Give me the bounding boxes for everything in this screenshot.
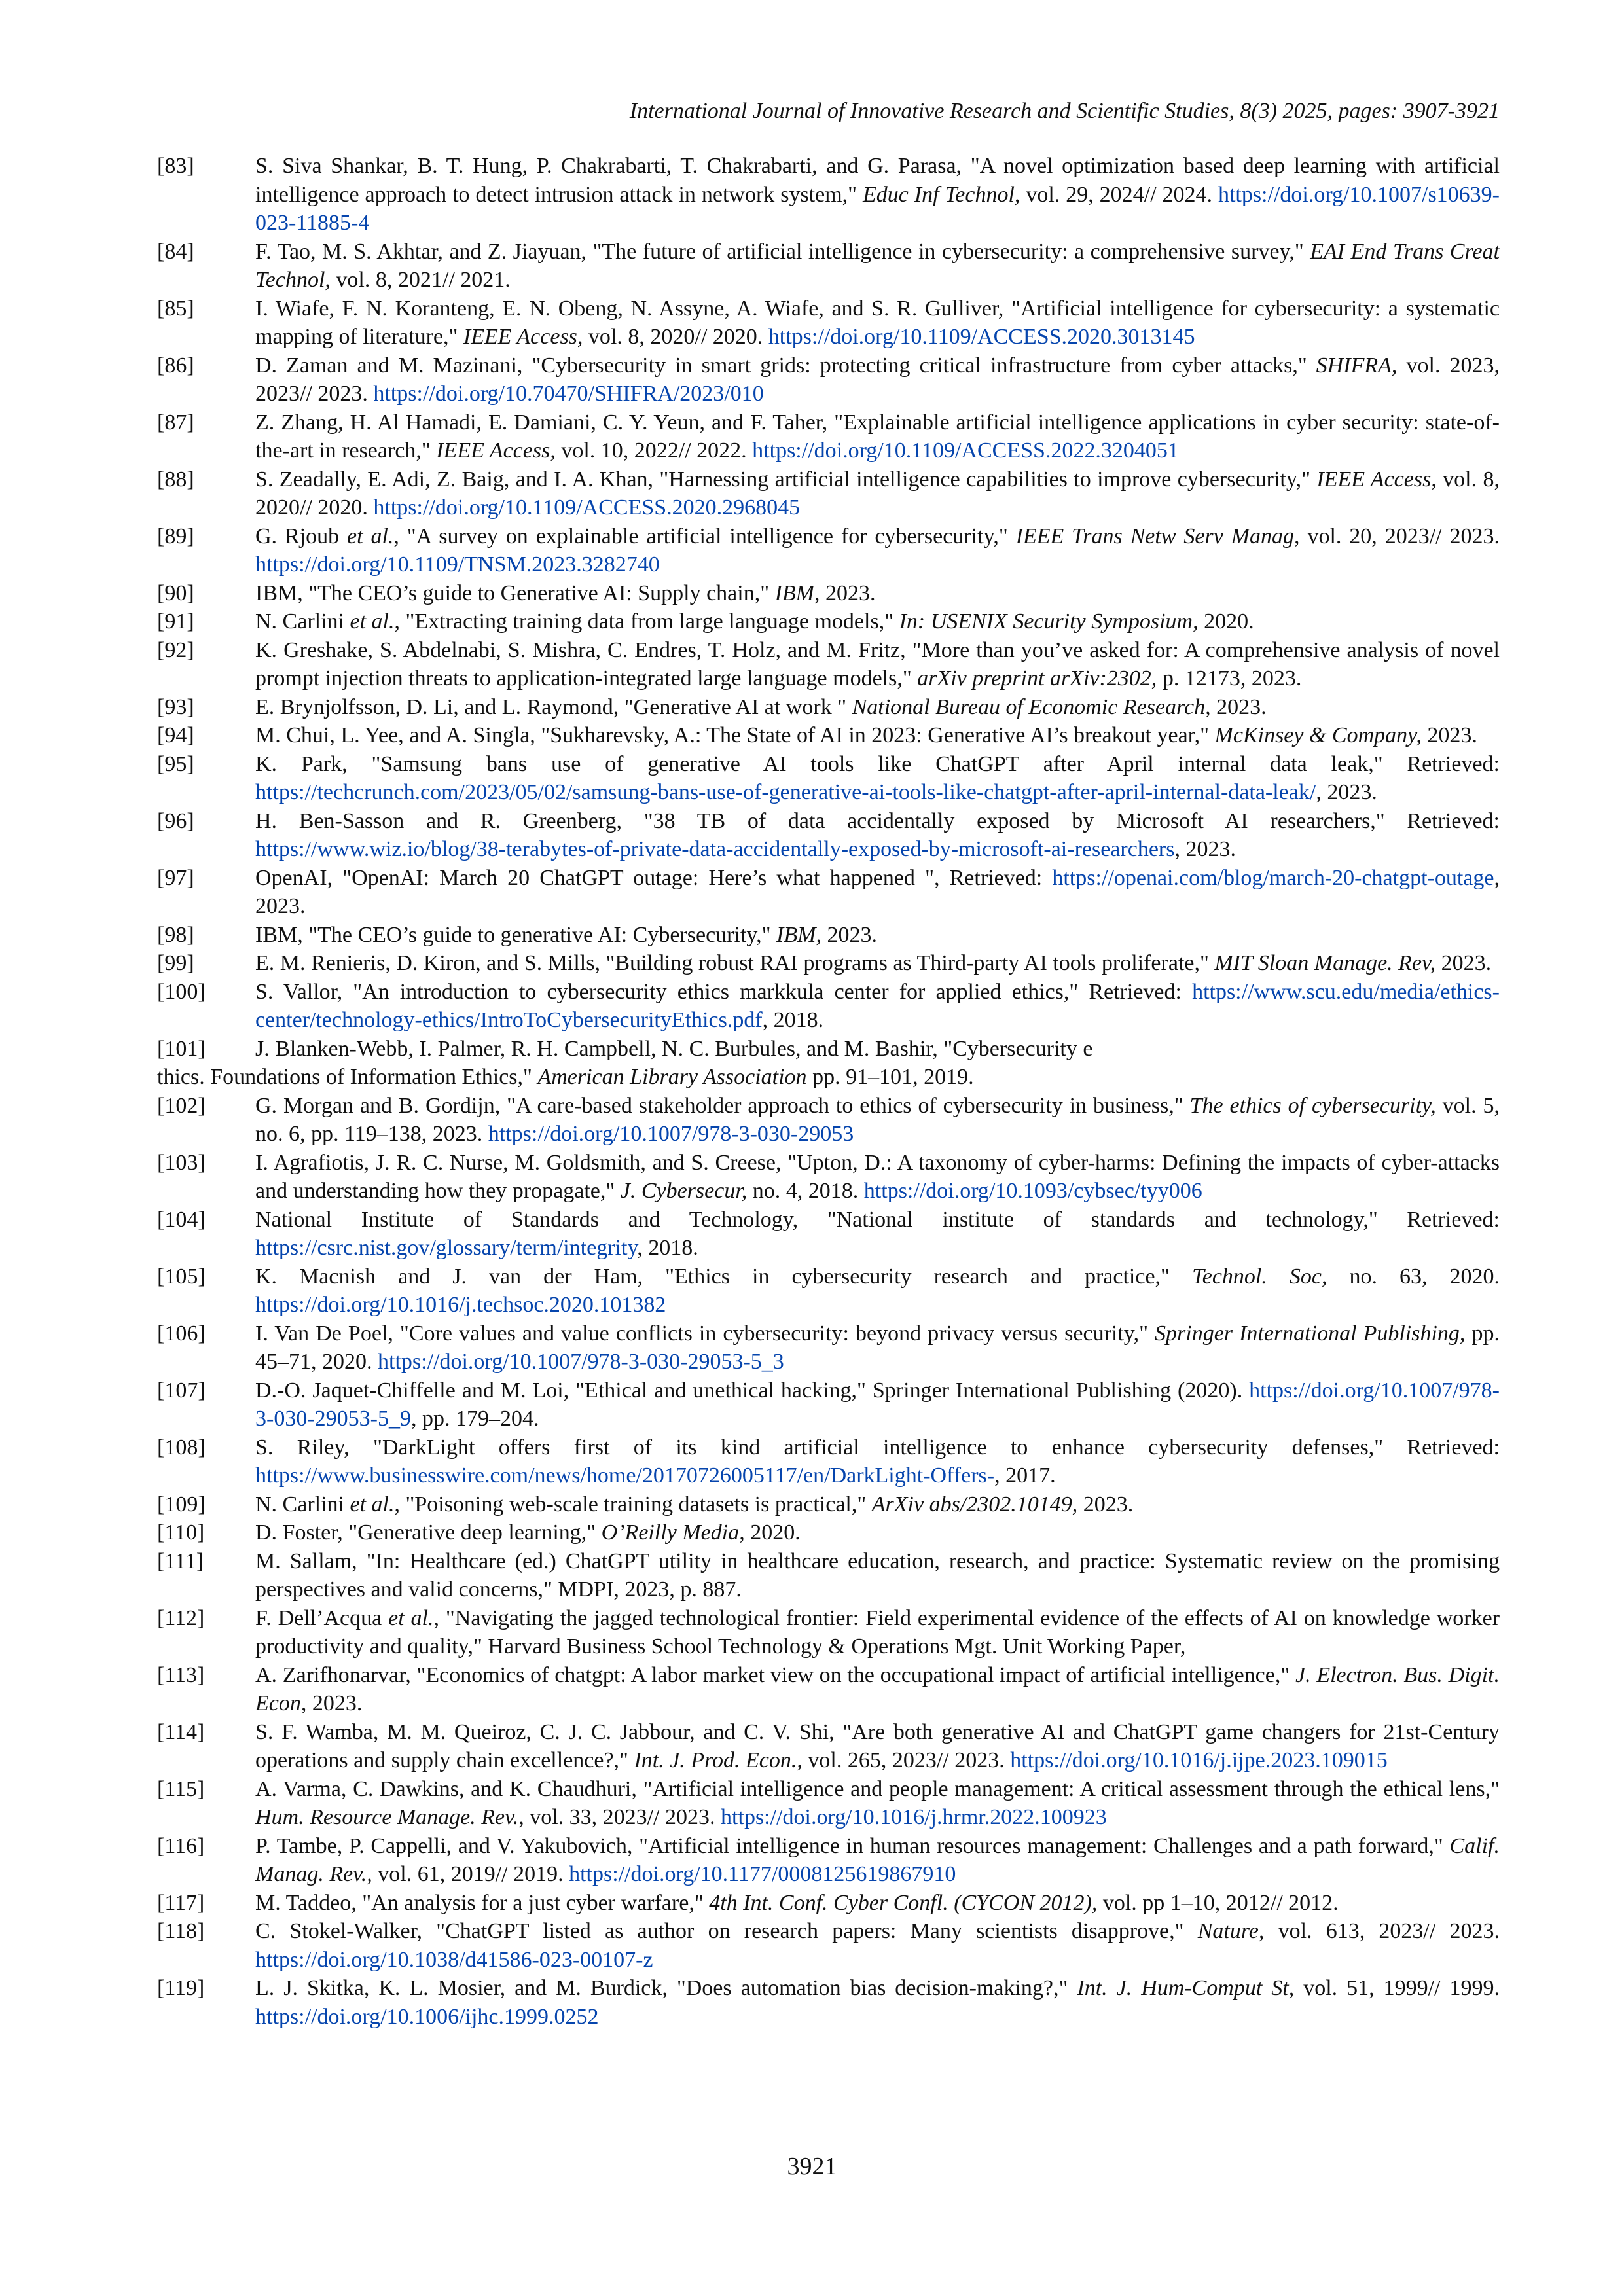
reference-text [255, 1718, 1500, 1775]
ref-italic: 4th Int. Conf. Cyber Confl. (CYCON 2012), [709, 1890, 1098, 1915]
reference-item [157, 465, 1500, 522]
ref-italic: In: USENIX Security Symposium, [899, 609, 1199, 634]
reference-item [157, 1149, 1500, 1206]
ref-link[interactable]: https://doi.org/10.1109/ACCESS.2022.3204051 [752, 439, 1179, 463]
reference-number: [102] [157, 1093, 206, 1118]
ref-text: National Institute of Standards and Technology, "National institute of standards and technology," Retrieved: [255, 1207, 1500, 1232]
reference-text [255, 750, 1500, 807]
ref-text: 2023. [306, 1691, 363, 1715]
ref-link[interactable]: https://doi.org/10.1109/ACCESS.2020.3013145 [768, 325, 1195, 349]
ref-link[interactable]: https://doi.org/10.1109/ACCESS.2020.2968045 [373, 495, 801, 520]
ref-text: S. Zeadally, E. Adi, Z. Baig, and I. A. Khan, "Harnessing artificial intelligence capabilities to improve cybersecurity," [255, 467, 1317, 492]
ref-text: 2023. [1077, 1492, 1134, 1516]
ref-text: A. Zarifhonarvar, "Economics of chatgpt: A labor market view on the occupational impact of artificial intelligence," [255, 1662, 1295, 1687]
reference-number: [91] [157, 609, 194, 634]
reference-item [157, 636, 1500, 693]
reference-item [157, 1319, 1500, 1376]
ref-link[interactable]: https://doi.org/10.1093/cybsec/tyy006 [863, 1179, 1202, 1203]
reference-item [157, 1518, 1500, 1547]
ref-link[interactable]: https://www.businesswire.com/news/home/20170726005117/en/DarkLight-Offers- [255, 1463, 995, 1488]
ref-text: vol. 8, 2020// 2020. [255, 467, 1500, 520]
ref-italic: IBM, [774, 581, 820, 605]
ref-text: 2023. [1435, 951, 1492, 975]
ref-text: I. Wiafe, F. N. Koranteng, E. N. Obeng, N. Assyne, A. Wiafe, and S. R. Gulliver, "Artificial intelligence for cybersecurity: a systematic mapping of literature," [255, 296, 1500, 349]
ref-link[interactable]: https://doi.org/10.1007/978-3-030-29053-5_3 [378, 1350, 784, 1374]
reference-number: [104] [157, 1207, 206, 1232]
reference-number: [101] [157, 1036, 206, 1061]
reference-text [255, 1319, 1500, 1376]
ref-text: no. 4, 2018. [747, 1179, 864, 1203]
reference-number: [99] [157, 951, 194, 975]
ref-italic: McKinsey & Company, [1214, 723, 1422, 747]
ref-text: A. Varma, C. Dawkins, and K. Chaudhuri, "Artificial intelligence and people management: A critical assessment through the ethical lens," [255, 1776, 1500, 1801]
ref-italic: ArXiv abs/2302.10149, [871, 1492, 1078, 1516]
ref-text: F. Dell’Acqua [255, 1605, 389, 1630]
reference-number: [108] [157, 1435, 206, 1460]
ref-link[interactable]: https://doi.org/10.1007/s10639-023-11885-4 [255, 182, 1500, 235]
ref-text: D.-O. Jaquet-Chiffelle and M. Loi, "Ethical and unethical hacking," Springer International Publishing (2020). [255, 1378, 1250, 1403]
reference-number: [107] [157, 1378, 206, 1403]
ref-text: 2020. [744, 1520, 801, 1545]
ref-text: S. Siva Shankar, B. T. Hung, P. Chakrabarti, T. Chakrabarti, and G. Parasa, "A novel optimization based deep learning with artificial intelligence approach to detect intrusion attack in network system," [255, 154, 1500, 207]
reference-item [157, 807, 1500, 864]
ref-text: , "Navigating the jagged technological frontier: Field experimental evidence of the effects of AI on knowledge worker productivity and quality," Harvard Business School Technology & Operations Mgt. Unit Working Paper, [255, 1605, 1500, 1659]
ref-text: 2023. [1210, 694, 1267, 719]
reference-item [157, 238, 1500, 295]
ref-italic: Technol. Soc, [1191, 1264, 1327, 1289]
reference-item [157, 721, 1500, 750]
ref-text: , 2018. [762, 1008, 824, 1032]
ref-text: , pp. 179–204. [410, 1407, 539, 1431]
ref-text: , "A survey on explainable artificial intelligence for cybersecurity," [393, 524, 1016, 548]
reference-number: [92] [157, 637, 194, 662]
running-header: International Journal of Innovative Research and Scientific Studies, 8(3) 2025, pages: 3907-3921 [629, 99, 1500, 123]
ref-text: L. J. Skitka, K. L. Mosier, and M. Burdick, "Does automation bias decision-making?," [255, 1976, 1077, 2000]
ref-text: , 2017. [994, 1463, 1056, 1488]
reference-text [255, 1832, 1500, 1889]
reference-item [157, 1974, 1500, 2031]
ref-italic: J. Cybersecur, [620, 1179, 748, 1203]
reference-text [255, 1547, 1500, 1604]
reference-text [255, 1775, 1500, 1832]
ref-link[interactable]: https://doi.org/10.1177/0008125619867910 [569, 1862, 956, 1886]
reference-item [157, 1718, 1500, 1775]
ref-text: P. Tambe, P. Cappelli, and V. Yakubovich, "Artificial intelligence in human resources management: Challenges and a path forward," [255, 1833, 1450, 1858]
ref-italic: et al. [388, 1605, 434, 1630]
ref-italic: et al. [350, 609, 395, 634]
reference-text [255, 408, 1500, 465]
ref-text: S. Vallor, "An introduction to cybersecurity ethics markkula center for applied ethics," Retrieved: [255, 979, 1193, 1004]
reference-item [157, 1604, 1500, 1661]
reference-number: [93] [157, 694, 194, 719]
ref-link[interactable]: https://doi.org/10.1007/978-3-030-29053 [488, 1122, 854, 1146]
ref-italic: Nature, [1197, 1919, 1265, 1943]
reference-number: [87] [157, 410, 194, 435]
ref-text: K. Park, "Samsung bans use of generative AI tools like ChatGPT after April internal data leak," Retrieved: [255, 751, 1500, 776]
reference-item [157, 949, 1500, 978]
ref-italic: MIT Sloan Manage. Rev, [1214, 951, 1436, 975]
ref-text: D. Foster, "Generative deep learning," [255, 1520, 602, 1545]
ref-italic: IEEE Access, [1316, 467, 1437, 492]
ref-italic: et al. [347, 524, 394, 548]
ref-text: H. Ben-Sasson and R. Greenberg, "38 TB of data accidentally exposed by Microsoft AI researchers," Retrieved: [255, 808, 1500, 833]
ref-italic: Hum. Resource Manage. Rev., [255, 1805, 524, 1829]
reference-number: [96] [157, 808, 194, 833]
reference-text [255, 1433, 1500, 1490]
reference-number: [100] [157, 979, 206, 1004]
reference-item [157, 607, 1500, 636]
ref-text: vol. 8, 2021// 2021. [330, 268, 511, 292]
reference-number: [86] [157, 353, 194, 378]
ref-text: vol. pp 1–10, 2012// 2012. [1097, 1890, 1339, 1915]
reference-number: [95] [157, 751, 194, 776]
ref-text: I. Agrafiotis, J. R. C. Nurse, M. Goldsmith, and S. Creese, "Upton, D.: A taxonomy of cyber-harms: Defining the impacts of cyber-attacks and understanding how they propagate," [255, 1150, 1500, 1203]
reference-number: [118] [157, 1919, 205, 1943]
ref-text: M. Sallam, "In: Healthcare (ed.) ChatGPT utility in healthcare education, research, and practice: Systematic review on the promising perspectives and valid concerns," MDPI, 2023, p. 887. [255, 1549, 1500, 1602]
reference-text [255, 295, 1500, 351]
reference-text [255, 1263, 1500, 1319]
reference-item [157, 750, 1500, 807]
reference-item [157, 152, 1500, 238]
reference-item [157, 1661, 1500, 1718]
ref-text: D. Zaman and M. Mazinani, "Cybersecurity in smart grids: protecting critical infrastructure from cyber attacks," [255, 353, 1316, 378]
ref-text: , 2023. [255, 865, 1500, 918]
ref-italic: National Bureau of Economic Research, [852, 694, 1211, 719]
ref-link[interactable]: https://doi.org/10.70470/SHIFRA/2023/010 [373, 382, 764, 406]
reference-text [255, 1974, 1500, 2031]
reference-text [255, 1661, 1500, 1718]
reference-text [255, 1206, 1500, 1263]
reference-item [157, 351, 1500, 408]
ref-italic: The ethics of cybersecurity, [1189, 1093, 1436, 1118]
reference-number: [85] [157, 296, 194, 321]
ref-text: 2020. [1198, 609, 1254, 634]
ref-italic: SHIFRA, [1316, 353, 1398, 378]
reference-number: [119] [157, 1976, 205, 2000]
ref-text: IBM, "The CEO’s guide to Generative AI: Supply chain," [255, 581, 775, 605]
ref-italic: EAI End Trans Creat Technol, [255, 239, 1500, 292]
ref-text: , 2023. [1316, 780, 1377, 804]
reference-number: [112] [157, 1605, 205, 1630]
ref-link[interactable]: https://doi.org/10.1007/978-3-030-29053-5_9 [255, 1378, 1500, 1431]
reference-item [157, 1433, 1500, 1490]
ref-text: S. F. Wamba, M. M. Queiroz, C. J. C. Jabbour, and C. V. Shi, "Are both generative AI and ChatGPT game changers for 21st-Century operations and supply chain excellence?," [255, 1719, 1500, 1772]
ref-text: p. 12173, 2023. [1157, 666, 1302, 691]
ref-text: , "Extracting training data from large language models," [394, 609, 899, 634]
reference-item [157, 1035, 1500, 1064]
ref-text: , "Poisoning web-scale training datasets is practical," [394, 1492, 872, 1516]
ref-link[interactable]: https://doi.org/10.1038/d41586-023-00107-z [255, 1947, 653, 1972]
ref-text: vol. 51, 1999// 1999. [1294, 1976, 1500, 2000]
reference-number: [115] [157, 1776, 205, 1801]
reference-text [255, 522, 1500, 579]
reference-item [157, 408, 1500, 465]
reference-item [157, 1547, 1500, 1604]
ref-text: OpenAI, "OpenAI: March 20 ChatGPT outage: Here’s what happened ", Retrieved: [255, 865, 1053, 890]
ref-italic: Educ Inf Technol, [862, 182, 1020, 207]
reference-text [255, 1092, 1500, 1149]
reference-text [255, 949, 1500, 978]
reference-text [255, 1604, 1500, 1661]
reference-list [157, 152, 1500, 2031]
reference-text [255, 1490, 1500, 1519]
reference-number: [110] [157, 1520, 205, 1545]
reference-text [255, 1518, 1500, 1547]
ref-italic: Int. J. Hum-Comput St, [1077, 1976, 1295, 2000]
reference-item [157, 1889, 1500, 1918]
reference-item [157, 1206, 1500, 1263]
ref-italic: O’Reilly Media, [601, 1520, 745, 1545]
ref-text: N. Carlini [255, 1492, 350, 1516]
reference-text [255, 351, 1500, 408]
ref-text: I. Van De Poel, "Core values and value conflicts in cybersecurity: beyond privacy versus security," [255, 1321, 1155, 1346]
ref-text: 2023. [821, 922, 877, 947]
reference-number: [109] [157, 1492, 206, 1516]
ref-italic: et al. [350, 1492, 395, 1516]
ref-text: no. 63, 2020. [1327, 1264, 1500, 1289]
reference-number: [117] [157, 1890, 205, 1915]
ref-text: , 2018. [637, 1236, 698, 1260]
ref-text: J. Blanken-Webb, I. Palmer, R. H. Campbell, N. C. Burbules, and M. Bashir, "Cybersecurity e [255, 1036, 1093, 1061]
ref-link[interactable]: https://csrc.nist.gov/glossary/term/integrity [255, 1236, 638, 1260]
reference-text [255, 864, 1500, 921]
ref-text: thics. Foundations of Information Ethics," [157, 1065, 538, 1089]
ref-text: G. Morgan and B. Gordijn, "A care-based stakeholder approach to ethics of cybersecurity in business," [255, 1093, 1190, 1118]
reference-text [255, 721, 1500, 750]
reference-number: [90] [157, 581, 194, 605]
ref-text: G. Rjoub [255, 524, 347, 548]
reference-item [157, 1775, 1500, 1832]
reference-text [255, 1917, 1500, 1974]
ref-link[interactable]: https://doi.org/10.1016/j.hrmr.2022.100923 [721, 1805, 1107, 1829]
ref-text: vol. 8, 2020// 2020. [583, 325, 768, 349]
reference-item [157, 522, 1500, 579]
ref-italic: arXiv preprint arXiv:2302, [917, 666, 1157, 691]
ref-text: Z. Zhang, H. Al Hamadi, E. Damiani, C. Y. Yeun, and F. Taher, "Explainable artificial intelligence applications in cyber security: state-of-the-art in research," [255, 410, 1500, 463]
reference-number: [113] [157, 1662, 205, 1687]
reference-text [255, 607, 1500, 636]
reference-number: [84] [157, 239, 194, 264]
ref-italic: IEEE Trans Netw Serv Manag, [1015, 524, 1300, 548]
ref-text: vol. 613, 2023// 2023. [1264, 1919, 1500, 1943]
reference-text [255, 1035, 1500, 1064]
reference-number: [116] [157, 1833, 205, 1858]
reference-text [255, 978, 1500, 1035]
reference-text [255, 1149, 1500, 1206]
ref-italic: American Library Association [537, 1065, 807, 1089]
ref-link[interactable]: https://doi.org/10.1016/j.ijpe.2023.109015 [1010, 1748, 1388, 1772]
ref-link[interactable]: https://techcrunch.com/2023/05/02/samsung-bans-use-of-generative-ai-tools-like-chatgpt-after-april-internal-data-leak/ [255, 780, 1316, 804]
ref-text: S. Riley, "DarkLight offers first of its kind artificial intelligence to enhance cybersecurity defenses," Retrieved: [255, 1435, 1500, 1460]
ref-text: IBM, "The CEO’s guide to generative AI: Cybersecurity," [255, 922, 777, 947]
reference-number: [111] [157, 1549, 204, 1573]
ref-text: vol. 29, 2024// 2024. [1020, 182, 1218, 207]
ref-text: E. Brynjolfsson, D. Li, and L. Raymond, "Generative AI at work " [255, 694, 852, 719]
reference-item [157, 921, 1500, 950]
reference-number: [97] [157, 865, 194, 890]
ref-italic: Int. J. Prod. Econ., [634, 1748, 803, 1772]
ref-link[interactable]: https://www.scu.edu/media/ethics-center/technology-ethics/IntroToCybersecurityEthics.pdf [255, 979, 1500, 1032]
reference-text [255, 636, 1500, 693]
reference-text [255, 238, 1500, 295]
reference-text [255, 465, 1500, 522]
ref-text: vol. 20, 2023// 2023. [1299, 524, 1500, 548]
ref-italic: J. Electron. Bus. Digit. Econ, [255, 1662, 1500, 1715]
ref-text: 2023. [820, 581, 876, 605]
ref-text: vol. 5, no. 6, pp. 119–138, 2023. [255, 1093, 1500, 1146]
reference-item [157, 978, 1500, 1035]
ref-link[interactable]: https://doi.org/10.1006/ijhc.1999.0252 [255, 2004, 599, 2029]
reference-number: [98] [157, 922, 194, 947]
reference-text [255, 807, 1500, 864]
reference-item [157, 1832, 1500, 1889]
reference-item [157, 1490, 1500, 1519]
ref-link[interactable]: https://doi.org/10.1016/j.techsoc.2020.101382 [255, 1293, 666, 1317]
reference-number: [114] [157, 1719, 205, 1744]
ref-text: pp. 45–71, 2020. [255, 1321, 1500, 1374]
ref-text: vol. 10, 2022// 2022. [555, 439, 753, 463]
reference-item [157, 1263, 1500, 1319]
ref-text: N. Carlini [255, 609, 350, 634]
reference-number: [105] [157, 1264, 206, 1289]
ref-italic: Springer International Publishing, [1155, 1321, 1466, 1346]
reference-item [157, 1092, 1500, 1149]
ref-text: , 2023. [1174, 837, 1236, 861]
page-number: 3921 [787, 2153, 837, 2180]
ref-italic: IEEE Access, [463, 325, 583, 349]
ref-text: M. Taddeo, "An analysis for a just cyber warfare," [255, 1890, 710, 1915]
ref-text: K. Macnish and J. van der Ham, "Ethics in cybersecurity research and practice," [255, 1264, 1192, 1289]
reference-number: [83] [157, 154, 194, 178]
ref-text: M. Chui, L. Yee, and A. Singla, "Sukharevsky, A.: The State of AI in 2023: Generative AI’s breakout year," [255, 723, 1215, 747]
ref-italic: Calif. Manag. Rev., [255, 1833, 1500, 1886]
reference-item [157, 1376, 1500, 1433]
reference-text [255, 579, 1500, 608]
reference-continuation [157, 1063, 1500, 1092]
reference-item [157, 864, 1500, 921]
reference-item [157, 1917, 1500, 1974]
ref-text: C. Stokel-Walker, "ChatGPT listed as author on research papers: Many scientists disapprove," [255, 1919, 1198, 1943]
ref-text: vol. 2023, 2023// 2023. [255, 353, 1500, 406]
ref-link[interactable]: https://www.wiz.io/blog/38-terabytes-of-private-data-accidentally-exposed-by-microsoft-ai-researchers [255, 837, 1175, 861]
reference-text [255, 693, 1500, 722]
ref-text: 2023. [1421, 723, 1477, 747]
reference-item [157, 693, 1500, 722]
reference-number: [88] [157, 467, 194, 492]
ref-text: F. Tao, M. S. Akhtar, and Z. Jiayuan, "The future of artificial intelligence in cybersecurity: a comprehensive survey," [255, 239, 1310, 264]
reference-text [255, 921, 1500, 950]
reference-number: [94] [157, 723, 194, 747]
ref-italic: IEEE Access, [436, 439, 556, 463]
reference-number: [106] [157, 1321, 206, 1346]
reference-number: [103] [157, 1150, 206, 1175]
ref-text: K. Greshake, S. Abdelnabi, S. Mishra, C. Endres, T. Holz, and M. Fritz, "More than you’ve asked for: A comprehensive analysis of novel prompt injection threats to application-integrated large language models," [255, 637, 1500, 691]
ref-italic: IBM, [776, 922, 821, 947]
reference-number: [89] [157, 524, 194, 548]
ref-link[interactable]: https://openai.com/blog/march-20-chatgpt-outage [1052, 865, 1494, 890]
ref-text: E. M. Renieris, D. Kiron, and S. Mills, "Building robust RAI programs as Third-party AI tools proliferate," [255, 951, 1215, 975]
reference-text [255, 1889, 1500, 1918]
ref-text: vol. 33, 2023// 2023. [524, 1805, 721, 1829]
reference-item [157, 295, 1500, 351]
ref-text: vol. 265, 2023// 2023. [802, 1748, 1011, 1772]
ref-link[interactable]: https://doi.org/10.1109/TNSM.2023.3282740 [255, 552, 660, 577]
reference-item [157, 579, 1500, 608]
ref-text: vol. 61, 2019// 2019. [372, 1862, 569, 1886]
reference-text [255, 152, 1500, 238]
ref-text: pp. 91–101, 2019. [806, 1065, 974, 1089]
reference-text [255, 1376, 1500, 1433]
